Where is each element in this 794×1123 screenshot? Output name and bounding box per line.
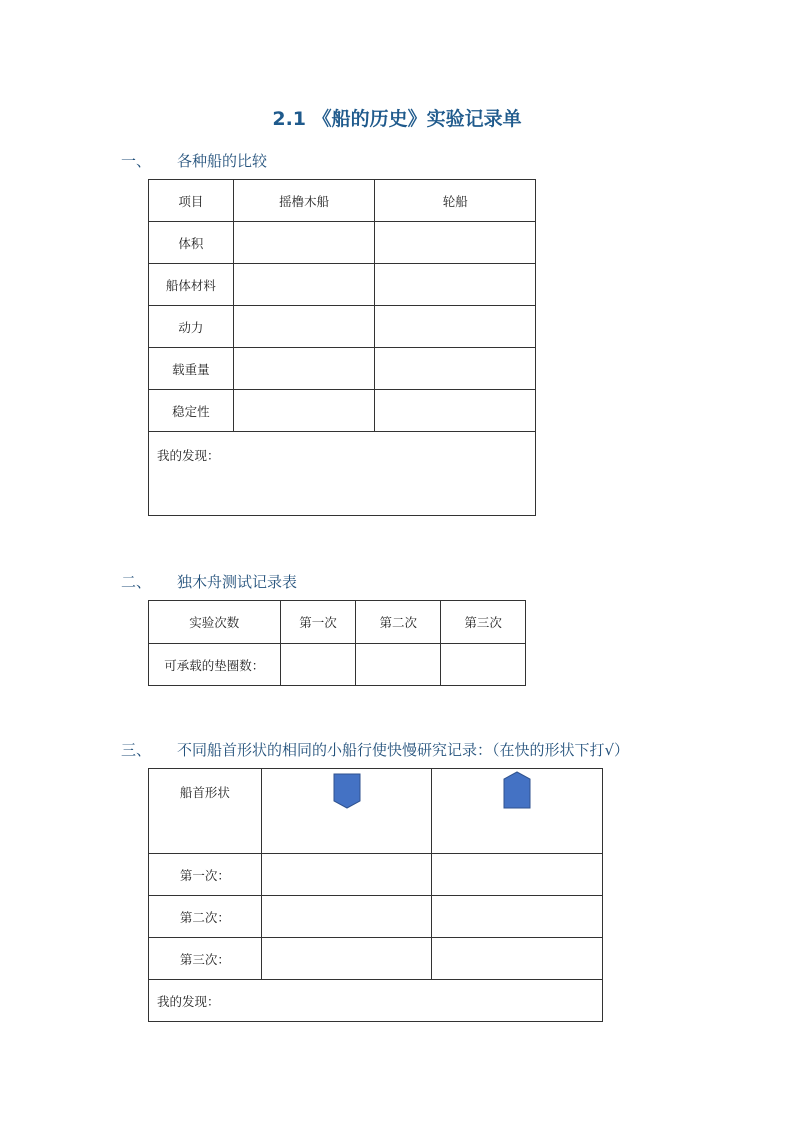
finding-label[interactable]: 我的发现：: [149, 980, 603, 1022]
section-1-number: 一、: [121, 152, 152, 170]
table-row: [149, 390, 536, 432]
cell-empty[interactable]: [441, 644, 526, 686]
section-3-number: 三、: [121, 741, 152, 759]
section-1-title: 各种船的比较: [177, 152, 268, 170]
header-item: 项目: [149, 180, 234, 222]
cell-empty[interactable]: [375, 348, 536, 390]
row-label-third: 第三次：: [149, 938, 262, 980]
header-trial-count: 实验次数: [149, 601, 281, 644]
section-3-title: 不同船首形状的相同的小船行使快慢研究记录：（在快的形状下打√）: [177, 741, 630, 759]
table-row: [149, 896, 603, 938]
shape-row: [149, 769, 603, 854]
table-row: [149, 264, 536, 306]
cell-empty[interactable]: [233, 348, 375, 390]
table-row: [149, 348, 536, 390]
section-2-heading: [121, 571, 297, 592]
cell-empty[interactable]: [233, 264, 375, 306]
pointed-bottom-shape-icon: [333, 773, 361, 809]
table-header-row: [149, 601, 526, 644]
row-label-stability: 稳定性: [149, 390, 234, 432]
row-label-material: 船体材料: [149, 264, 234, 306]
row-label-volume: 体积: [149, 222, 234, 264]
cell-empty[interactable]: [356, 644, 441, 686]
table-row: [149, 854, 603, 896]
page-title: 2.1 《船的历史》实验记录单: [272, 108, 522, 130]
ship-comparison-table: [148, 179, 536, 516]
cell-empty[interactable]: [432, 896, 603, 938]
header-third: 第三次: [441, 601, 526, 644]
finding-label[interactable]: 我的发现：: [149, 432, 536, 516]
cell-empty[interactable]: [261, 938, 432, 980]
shape-cell-1[interactable]: [261, 769, 432, 854]
table-row: [149, 222, 536, 264]
cell-empty[interactable]: [261, 854, 432, 896]
cell-empty[interactable]: [375, 306, 536, 348]
table-row: [149, 306, 536, 348]
header-steamship: 轮船: [375, 180, 536, 222]
shape-cell-2[interactable]: [432, 769, 603, 854]
row-label-power: 动力: [149, 306, 234, 348]
header-second: 第二次: [356, 601, 441, 644]
cell-empty[interactable]: [261, 896, 432, 938]
section-2-title: 独木舟测试记录表: [177, 573, 298, 591]
pointed-top-shape-icon: [503, 771, 531, 809]
row-label-load: 载重量: [149, 348, 234, 390]
cell-empty[interactable]: [233, 390, 375, 432]
cell-empty[interactable]: [233, 306, 375, 348]
section-1-heading: [121, 150, 267, 171]
cell-empty[interactable]: [432, 854, 603, 896]
section-3-heading: [121, 739, 629, 760]
table-row: [149, 938, 603, 980]
bow-shape-table: [148, 768, 603, 1022]
row-label-washers: 可承载的垫圈数：: [149, 644, 281, 686]
cell-empty[interactable]: [375, 222, 536, 264]
cell-empty[interactable]: [375, 390, 536, 432]
finding-row: [149, 980, 603, 1022]
cell-empty[interactable]: [375, 264, 536, 306]
cell-empty[interactable]: [432, 938, 603, 980]
finding-row: [149, 432, 536, 516]
canoe-test-table: [148, 600, 526, 686]
cell-empty[interactable]: [280, 644, 356, 686]
section-2-number: 二、: [121, 573, 152, 591]
table-row: [149, 644, 526, 686]
table-header-row: [149, 180, 536, 222]
cell-empty[interactable]: [233, 222, 375, 264]
row-label-first: 第一次：: [149, 854, 262, 896]
header-rowing-boat: 摇橹木船: [233, 180, 375, 222]
row-label-second: 第二次：: [149, 896, 262, 938]
shape-label: 船首形状: [149, 769, 262, 854]
header-first: 第一次: [280, 601, 356, 644]
